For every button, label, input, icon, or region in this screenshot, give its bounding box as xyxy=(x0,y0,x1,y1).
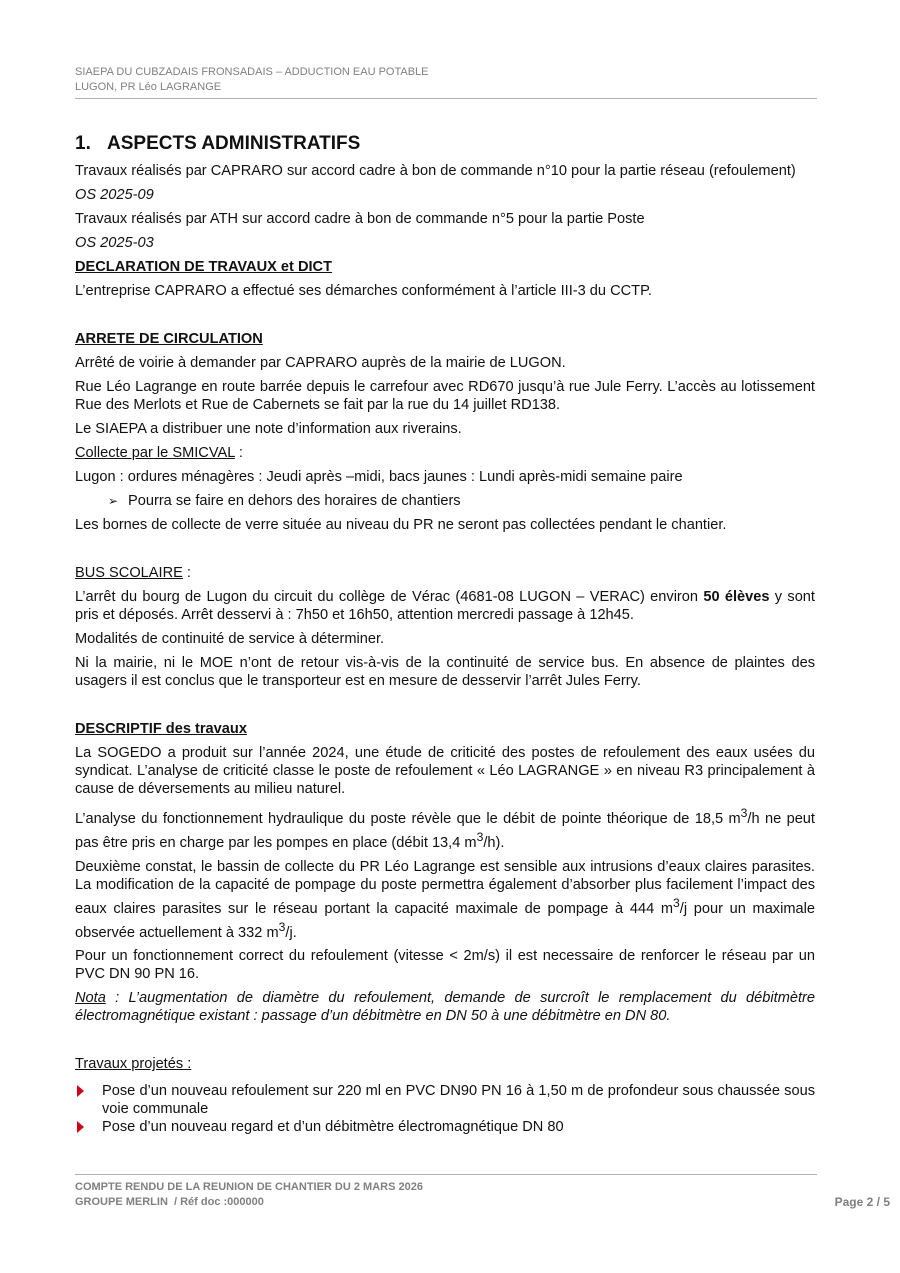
dict-heading: DECLARATION DE TRAVAUX et DICT xyxy=(75,259,333,275)
section-number: 1. xyxy=(75,133,91,154)
t: /h ne peut pas être pris en charge par les pompes en place (débit 13,4 m xyxy=(75,810,815,851)
list-item xyxy=(75,492,815,510)
page-header xyxy=(75,65,817,95)
collecte-heading xyxy=(75,444,815,462)
admin-os2: OS 2025-03 xyxy=(75,235,154,251)
bus-p2: Modalités de continuité de service à déterminer. xyxy=(75,631,385,647)
footer-line-1: COMPTE RENDU DE LA REUNION DE CHANTIER DU 2 MARS 2026 xyxy=(75,1181,423,1193)
arrow-bullet-icon: ➢ xyxy=(108,494,119,508)
bus-p1 xyxy=(75,588,815,624)
projets-heading xyxy=(75,1055,815,1073)
projets-heading-label: Travaux projetés xyxy=(75,1056,184,1073)
circulation-p3: Le SIAEPA a distribuer une note d’information aux riverains. xyxy=(75,421,462,437)
sup: 3 xyxy=(740,806,748,820)
projets-heading-suffix: : xyxy=(183,1056,192,1073)
list-item-text: Pose d’un nouveau refoulement sur 220 ml en PVC DN90 PN 16 à 1,50 m de profondeur sous chaussée sous voie communale xyxy=(102,1083,815,1118)
bus-p1-a: L’arrêt du bourg de Lugon du circuit du collège de Vérac (4681-08 LUGON – VERAC) environ xyxy=(75,589,704,605)
triangle-bullet-icon xyxy=(77,1121,84,1133)
circulation-heading: ARRETE DE CIRCULATION xyxy=(75,331,263,347)
bus-p1-b: y sont pris et déposés. Arrêt desservi à : 7h50 et 16h50, attention mercredi passage à 12h45. xyxy=(75,589,815,623)
footer-line-2: GROUPE MERLIN / Réf doc :000000 xyxy=(75,1196,264,1208)
page-footer xyxy=(75,1180,423,1210)
list-item-text: Pose d’un nouveau regard et d’un débitmètre électromagnétique DN 80 xyxy=(102,1119,564,1136)
circulation-p5: Les bornes de collecte de verre située au niveau du PR ne seront pas collectées pendant le chantier. xyxy=(75,517,727,533)
sup: 3 xyxy=(673,895,680,910)
sup: 3 xyxy=(278,919,286,934)
nota xyxy=(75,989,815,1025)
section-title-text: ASPECTS ADMINISTRATIFS xyxy=(107,133,361,154)
circulation-p1: Arrêté de voirie à demander par CAPRARO auprès de la mairie de LUGON. xyxy=(75,355,566,371)
t: /j pour un maximale observée actuellement à 332 m xyxy=(75,900,815,941)
t: Deuxième constat, le bassin de collecte du PR Léo Lagrange est sensible aux intrusions d’eaux claires parasites. La modification de la capacité de pompage du poste permettra également d’absorber plus facilement l’impact des eaux claires parasites sur le réseau portant la capacité maximale de pompage à 444 m xyxy=(75,858,815,917)
descriptif-p3 xyxy=(75,858,815,942)
header-line-2: LUGON, PR Léo LAGRANGE xyxy=(75,81,222,93)
descriptif-p2 xyxy=(75,804,815,852)
nota-label: Nota xyxy=(75,990,106,1007)
section-title xyxy=(75,132,815,156)
page-number: Page 2 / 5 xyxy=(834,1195,890,1209)
list-item-text: Pourra se faire en dehors des horaires de chantiers xyxy=(128,493,461,509)
descriptif-heading: DESCRIPTIF des travaux xyxy=(75,721,247,737)
dict-p1: L’entreprise CAPRARO a effectué ses démarches conformément à l’article III-3 du CCTP. xyxy=(75,283,652,299)
collecte-label: Collecte par le SMICVAL xyxy=(75,445,235,461)
descriptif-p1: La SOGEDO a produit sur l’année 2024, une étude de criticité des postes de refoulement des eaux usées du syndicat. L’analyse de criticité classe le poste de refoulement « Léo LAGRANGE » en niveau R3 principalement à cause de déversements au milieu naturel. xyxy=(75,745,815,797)
t: /j. xyxy=(285,924,297,941)
nota-text: : L’augmentation de diamètre du refoulement, demande de surcroît le remplacement du débitmètre électromagnétique existant : passage d’un débitmètre en DN 50 à une débitmètre en DN 80. xyxy=(75,990,815,1025)
bus-p1-bold: 50 élèves xyxy=(703,589,770,605)
descriptif-p4: Pour un fonctionnement correct du refoulement (vitesse < 2m/s) il est necessaire de renforcer le réseau par un PVC DN 90 PN 16. xyxy=(75,948,815,983)
bus-heading-label: BUS SCOLAIRE xyxy=(75,565,183,581)
bus-heading xyxy=(75,564,815,582)
admin-p1: Travaux réalisés par CAPRARO sur accord cadre à bon de commande n°10 pour la partie réseau (refoulement) xyxy=(75,163,796,179)
bus-p3: Ni la mairie, ni le MOE n’ont de retour vis-à-vis de la continuité de service bus. En absence de plaintes des usagers il est conclus que le transporteur est en mesure de desservir l’arrêt Jules Ferry. xyxy=(75,655,815,689)
header-divider xyxy=(75,98,817,99)
bus-heading-suffix: : xyxy=(182,565,191,581)
admin-p2: Travaux réalisés par ATH sur accord cadre à bon de commande n°5 pour la partie Poste xyxy=(75,211,645,227)
sup: 3 xyxy=(476,829,484,844)
header-line-1: SIAEPA DU CUBZADAIS FRONSADAIS – ADDUCTION EAU POTABLE xyxy=(75,66,429,78)
list-item xyxy=(75,1082,815,1118)
t: L’analyse du fonctionnement hydraulique du poste révèle que le débit de pointe théorique de 18,5 m xyxy=(75,810,741,827)
circulation-p4: Lugon : ordures ménagères : Jeudi après –midi, bacs jaunes : Lundi après-midi semaine paire xyxy=(75,469,683,485)
t: /h). xyxy=(483,834,505,851)
list-item xyxy=(75,1118,815,1136)
admin-os1: OS 2025-09 xyxy=(75,187,154,203)
triangle-bullet-icon xyxy=(77,1085,84,1097)
circulation-p2: Rue Léo Lagrange en route barrée depuis le carrefour avec RD670 jusqu’à rue Jule Ferry. L’accès au lotissement Rue des Merlots et Rue de Cabernets se fait par la rue du 14 juillet RD138. xyxy=(75,379,815,413)
document-body xyxy=(75,132,815,1136)
collecte-suffix: : xyxy=(234,445,243,461)
footer-divider xyxy=(75,1174,817,1175)
